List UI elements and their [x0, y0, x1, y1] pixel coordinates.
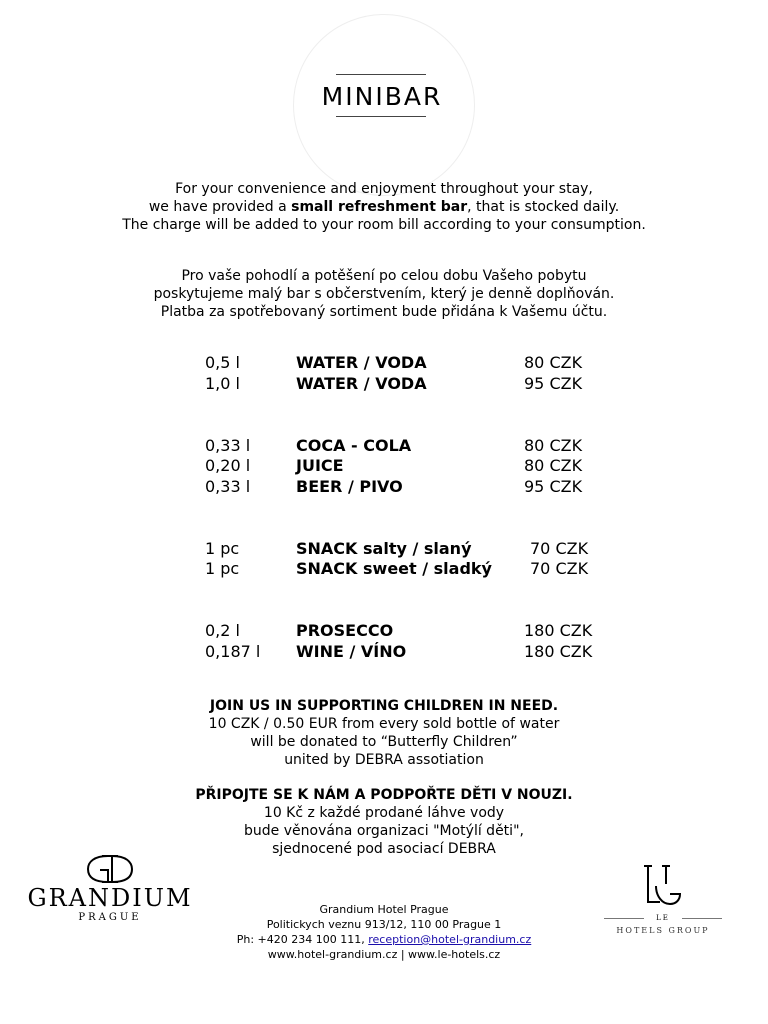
contact-phone: Ph: +420 234 100 111, — [236, 933, 369, 946]
menu-price: 180 CZK — [524, 642, 593, 661]
intro-en-line1: For your convenience and enjoyment throughout your stay, — [175, 181, 593, 197]
menu-row — [0, 539, 768, 560]
menu-price: 95 CZK — [524, 477, 583, 496]
menu-row — [0, 559, 768, 580]
menu-qty: 1 pc — [205, 559, 240, 578]
menu-price: 95 CZK — [524, 374, 583, 393]
menu-row — [0, 353, 768, 374]
menu-item: JUICE — [296, 456, 344, 475]
menu-item: WATER / VODA — [296, 374, 427, 393]
menu-item: SNACK sweet / sladký — [296, 559, 492, 578]
charity-cz-line1: 10 Kč z každé prodané láhve vody — [263, 805, 505, 821]
menu-qty: 0,20 l — [205, 456, 251, 475]
menu-item: BEER / PIVO — [296, 477, 403, 496]
intro-cz-line3: Platba za spotřebovaný sortiment bude přidána k Vašemu účtu. — [160, 304, 608, 320]
contact-email-link[interactable]: reception@hotel-grandium.cz — [368, 933, 532, 946]
contact-address: Politickych veznu 913/12, 110 00 Prague 1 — [266, 918, 502, 931]
intro-en-line2 — [84, 198, 684, 216]
title-top-rule — [336, 74, 426, 75]
intro-cz-line2: poskytujeme malý bar s občerstvením, který je denně doplňován. — [153, 286, 615, 302]
menu-price: 80 CZK — [524, 456, 583, 475]
menu-qty: 1,0 l — [205, 374, 240, 393]
menu-row — [0, 621, 768, 642]
contact-block — [184, 902, 584, 962]
contact-hotel: Grandium Hotel Prague — [319, 903, 449, 916]
menu-row — [0, 477, 768, 498]
intro-en-line3: The charge will be added to your room bill according to your consumption. — [122, 217, 646, 233]
menu-price: 70 CZK — [530, 559, 589, 578]
charity-cz-heading: PŘIPOJTE SE K NÁM A PODPOŘTE DĚTI V NOUZI. — [195, 787, 573, 803]
grandium-logo — [22, 852, 198, 924]
menu-item: COCA - COLA — [296, 436, 412, 455]
menu-item: WATER / VODA — [296, 353, 427, 372]
intro-cz-line1: Pro vaše pohodlí a potěšení po celou dobu Vašeho pobytu — [181, 268, 587, 284]
menu-item: WINE / VÍNO — [296, 642, 407, 661]
grandium-name: GRANDIUM — [27, 884, 193, 912]
le-group-text: HOTELS GROUP — [616, 926, 710, 935]
charity-english — [84, 697, 684, 769]
menu-price: 80 CZK — [524, 353, 583, 372]
menu-row — [0, 642, 768, 663]
le-hotels-logo — [596, 862, 730, 942]
grandium-city: PRAGUE — [78, 912, 142, 923]
contact-phone-line — [184, 932, 584, 947]
contact-web[interactable]: www.hotel-grandium.cz | www.le-hotels.cz — [267, 948, 501, 961]
charity-en-line2: will be donated to “Butterfly Children” — [250, 734, 518, 750]
title-bottom-rule — [336, 116, 426, 117]
intro-en-line2-before: we have provided a — [148, 199, 292, 215]
charity-czech — [84, 786, 684, 858]
menu-qty: 0,33 l — [205, 477, 251, 496]
le-small-text: LE — [656, 914, 670, 922]
menu-qty: 1 pc — [205, 539, 240, 558]
grandium-monogram-icon — [80, 852, 140, 886]
menu-qty: 0,187 l — [205, 642, 261, 661]
menu-row — [0, 436, 768, 457]
charity-en-heading: JOIN US IN SUPPORTING CHILDREN IN NEED. — [209, 698, 559, 714]
menu-qty: 0,33 l — [205, 436, 251, 455]
intro-en-line2-bold: small refreshment bar — [291, 199, 468, 215]
le-monogram-icon — [640, 862, 686, 908]
intro-english — [84, 180, 684, 234]
intro-en-line2-after: , that is stocked daily. — [467, 199, 620, 215]
menu-price: 80 CZK — [524, 436, 583, 455]
menu-item: SNACK salty / slaný — [296, 539, 472, 558]
menu-qty: 0,5 l — [205, 353, 240, 372]
menu-row — [0, 374, 768, 395]
le-right-rule — [682, 918, 722, 919]
charity-en-line3: united by DEBRA assotiation — [284, 752, 484, 768]
menu-row — [0, 456, 768, 477]
menu-item: PROSECCO — [296, 621, 394, 640]
intro-czech — [84, 267, 684, 321]
menu-price: 180 CZK — [524, 621, 593, 640]
charity-en-line1: 10 CZK / 0.50 EUR from every sold bottle of water — [208, 716, 560, 732]
charity-cz-line2: bude věnována organizaci "Motýlí děti", — [244, 823, 524, 839]
charity-cz-line3: sjednocené pod asociací DEBRA — [272, 841, 496, 857]
menu-price: 70 CZK — [530, 539, 589, 558]
menu-qty: 0,2 l — [205, 621, 240, 640]
page-title: MINIBAR — [321, 82, 443, 111]
